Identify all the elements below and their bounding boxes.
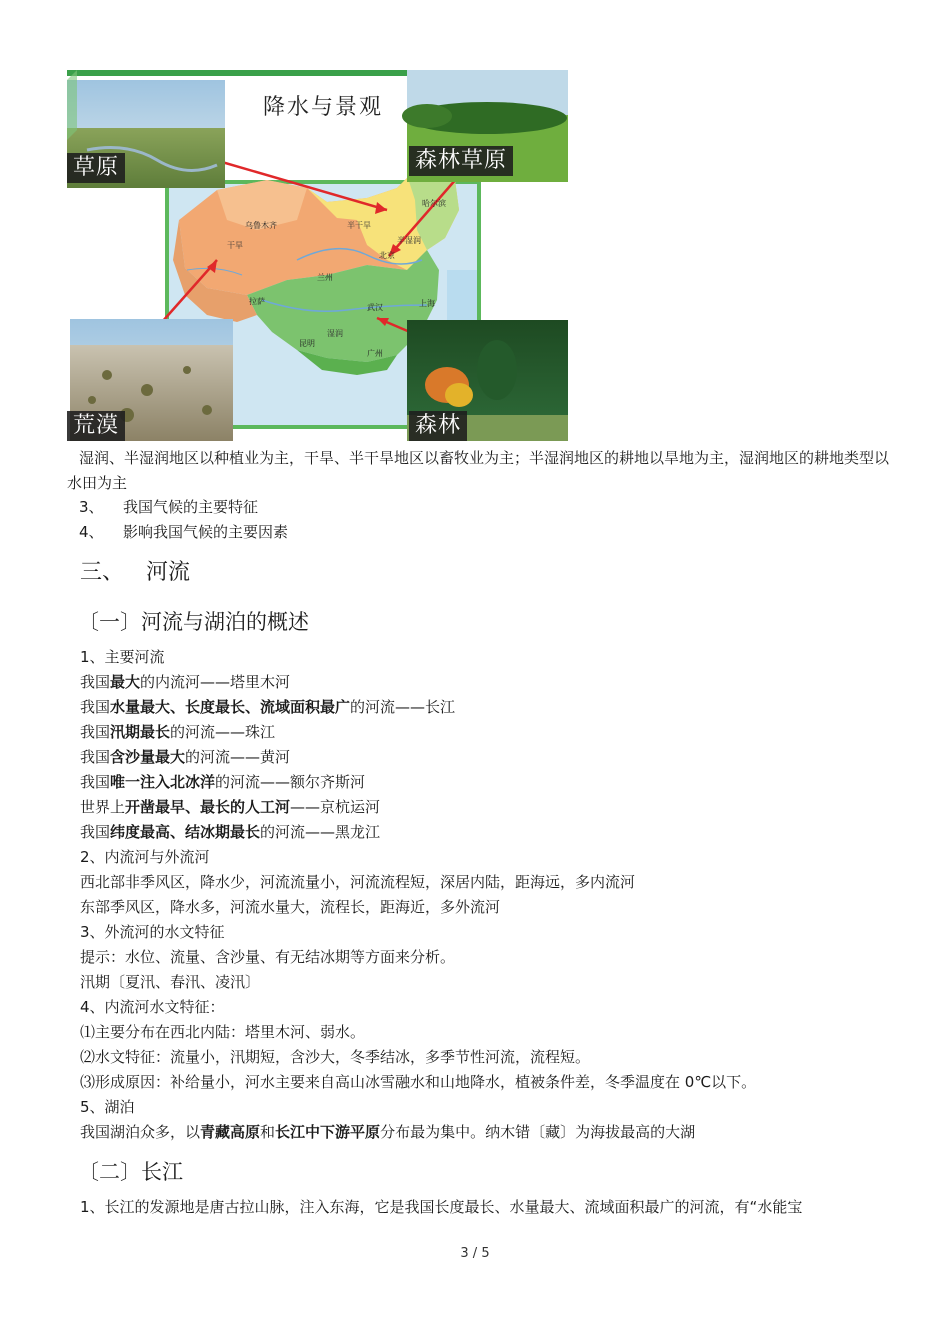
region-humid: 湿润 xyxy=(327,329,343,338)
line-hint: 提示：水位、流量、含沙量、有无结冰期等方面来分析。 xyxy=(80,948,456,966)
section-title: 河流 xyxy=(146,560,191,585)
label-forest-grassland: 森林草原 xyxy=(409,146,513,176)
city-harbin: 哈尔滨 xyxy=(422,199,446,208)
label-desert: 荒漠 xyxy=(67,411,125,441)
section-heading-rivers xyxy=(80,555,190,586)
city-lanzhou: 兰州 xyxy=(317,273,333,282)
list-item-3-text: 我国气候的主要特征 xyxy=(123,498,259,516)
map-title: 降水与景观 xyxy=(263,95,384,120)
line-largest-inland: 我国最大的内流河——塔里木河 xyxy=(80,673,291,691)
city-urumqi: 乌鲁木齐 xyxy=(245,221,277,230)
city-kunming: 昆明 xyxy=(299,339,315,348)
city-beijing: 北京 xyxy=(379,251,395,260)
region-semi-humid: 半湿润 xyxy=(397,236,421,245)
line-hydrology: ⑵水文特征：流量小，汛期短，含沙大，冬季结冰，多季节性河流，流程短。 xyxy=(80,1048,591,1066)
city-lhasa: 拉萨 xyxy=(249,297,265,306)
page-number: 3 / 5 xyxy=(460,1246,490,1261)
line-irtysh: 我国唯一注入北冰洋的河流——额尔齐斯河 xyxy=(80,773,366,791)
subheading-yangtze: 〔二〕长江 xyxy=(78,1160,183,1184)
list-item-3-number: 3、 xyxy=(79,498,104,516)
line-lakes: 5、湖泊 xyxy=(80,1098,135,1116)
label-grassland: 草原 xyxy=(67,153,125,183)
precipitation-landscape-figure xyxy=(67,70,568,441)
line-northwest: 西北部非季风区，降水少，河流流量小，河流流程短，深居内陆，距海远，多内流河 xyxy=(80,873,636,891)
line-heilongjiang: 我国纬度最高、结冰期最长的河流——黑龙江 xyxy=(80,823,381,841)
list-item-4-number: 4、 xyxy=(79,523,104,541)
line-causes: ⑶形成原因：补给量小，河水主要来自高山冰雪融水和山地降水，植被条件差，冬季温度在 0℃以下。 xyxy=(80,1073,757,1091)
line-pearl: 我国汛期最长的河流——珠江 xyxy=(80,723,276,741)
line-yangtze: 我国水量最大、长度最长、流域面积最广的河流——长江 xyxy=(80,698,456,716)
line-east: 东部季风区，降水多，河流水量大，流程长，距海近，多外流河 xyxy=(80,898,501,916)
section-number: 三、 xyxy=(80,560,125,585)
list-item-3 xyxy=(67,495,258,520)
region-semi-arid: 半干旱 xyxy=(347,221,371,230)
line-flood-seasons: 汛期〔夏汛、春汛、凌汛〕 xyxy=(80,973,261,991)
line-distribution: ⑴主要分布在西北内陆：塔里木河、弱水。 xyxy=(80,1023,366,1041)
line-inland-features: 4、内流河水文特征： xyxy=(80,998,225,1016)
city-wuhan: 武汉 xyxy=(367,303,383,312)
line-outflow-features: 3、外流河的水文特征 xyxy=(80,923,225,941)
list-item-4-text: 影响我国气候的主要因素 xyxy=(123,523,289,541)
line-grand-canal: 世界上开凿最早、最长的人工河——京杭运河 xyxy=(80,798,381,816)
line-yangtze-source: 1、长江的发源地是唐古拉山脉，注入东海，它是我国长度最长、水量最大、流域面积最广的河流，有“水能宝 xyxy=(80,1198,803,1216)
line-yellow: 我国含沙量最大的河流——黄河 xyxy=(80,748,291,766)
list-item-4 xyxy=(67,520,288,545)
city-guangzhou: 广州 xyxy=(367,349,383,358)
paragraph-agriculture: 湿润、半湿润地区以种植业为主，干旱、半干旱地区以畜牧业为主；半湿润地区的耕地以旱地为主，湿润地区的耕地类型以水田为主 xyxy=(67,449,890,492)
figure-illustration xyxy=(67,70,568,441)
label-forest: 森林 xyxy=(409,411,467,441)
line-inland-outflow: 2、内流河与外流河 xyxy=(80,848,210,866)
region-arid: 干旱 xyxy=(227,241,243,250)
line-main-rivers: 1、主要河流 xyxy=(80,648,165,666)
city-shanghai: 上海 xyxy=(419,299,435,308)
line-lakes-detail: 我国湖泊众多，以青藏高原和长江中下游平原分布最为集中。纳木错〔藏〕为海拔最高的大湖 xyxy=(80,1123,696,1141)
subheading-rivers-lakes: 〔一〕河流与湖泊的概述 xyxy=(78,610,309,634)
